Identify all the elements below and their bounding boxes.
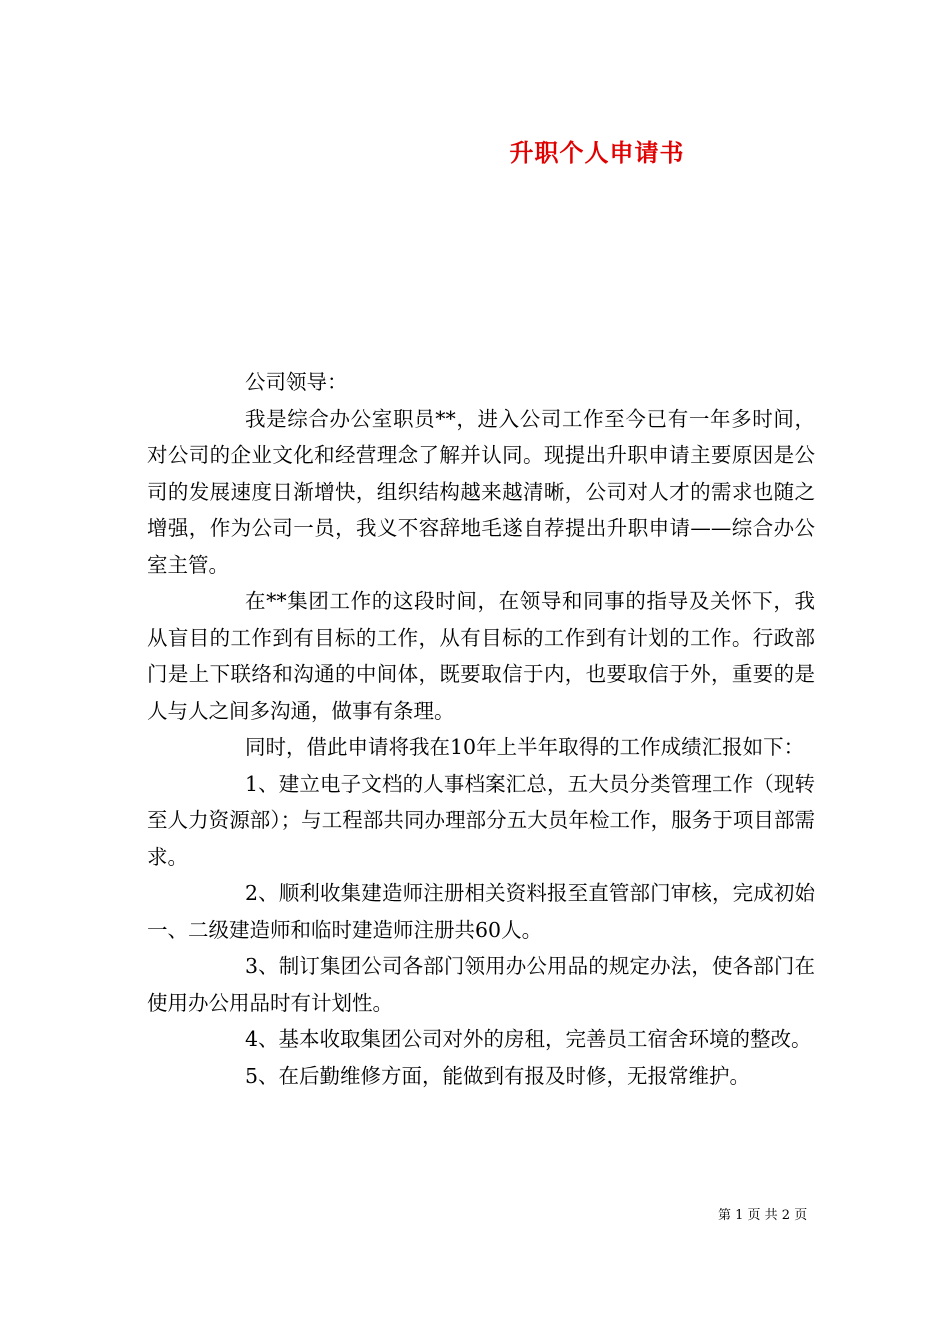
paragraph-intro: 我是综合办公室职员**，进入公司工作至今已有一年多时间，对公司的企业文化和经营理念了解并认同。现提出升职申请主要原因是公司的发展速度日渐增快，组织结构越来越清晰，公司对人才的需求也随之增强，作为公司一员，我义不容辞地毛遂自荐提出升职申请——综合办公室主管。 — [147, 406, 815, 577]
page-number-label: 第 1 页 共 2 页 — [718, 1208, 808, 1223]
list-item-4: 4、基本收取集团公司对外的房租，完善员工宿舍环境的整改。 — [245, 1027, 812, 1051]
list-item-5: 5、在后勤维修方面，能做到有报及时修，无报常维护。 — [245, 1063, 751, 1088]
paragraph-report-intro: 同时，借此申请将我在10年上半年取得的工作成绩汇报如下： — [245, 735, 805, 759]
page-number-footer — [718, 1204, 807, 1223]
list-item-3: 3、制订集团公司各部门领用办公用品的规定办法，使各部门在使用办公用品时有计划性。 — [147, 954, 815, 1015]
document-title: 升职个人申请书 — [509, 138, 685, 167]
list-item-1: 1、建立电子文档的人事档案汇总，五大员分类管理工作（现转至人力资源部）；与工程部共同办理部分五大员年检工作，服务于项目部需求。 — [147, 771, 815, 869]
document-body — [147, 364, 815, 1094]
salutation: 公司领导： — [245, 370, 348, 394]
paragraph-experience: 在**集团工作的这段时间，在领导和同事的指导及关怀下，我从盲目的工作到有目标的工作，从有目标的工作到有计划的工作。行政部门是上下联络和沟通的中间体，既要取信于内，也要取信于外，重要的是人与人之间多沟通，做事有条理。 — [147, 589, 815, 723]
list-item-2: 2、顺利收集建造师注册相关资料报至直管部门审核，完成初始一、二级建造师和临时建造师注册共60人。 — [147, 881, 815, 942]
